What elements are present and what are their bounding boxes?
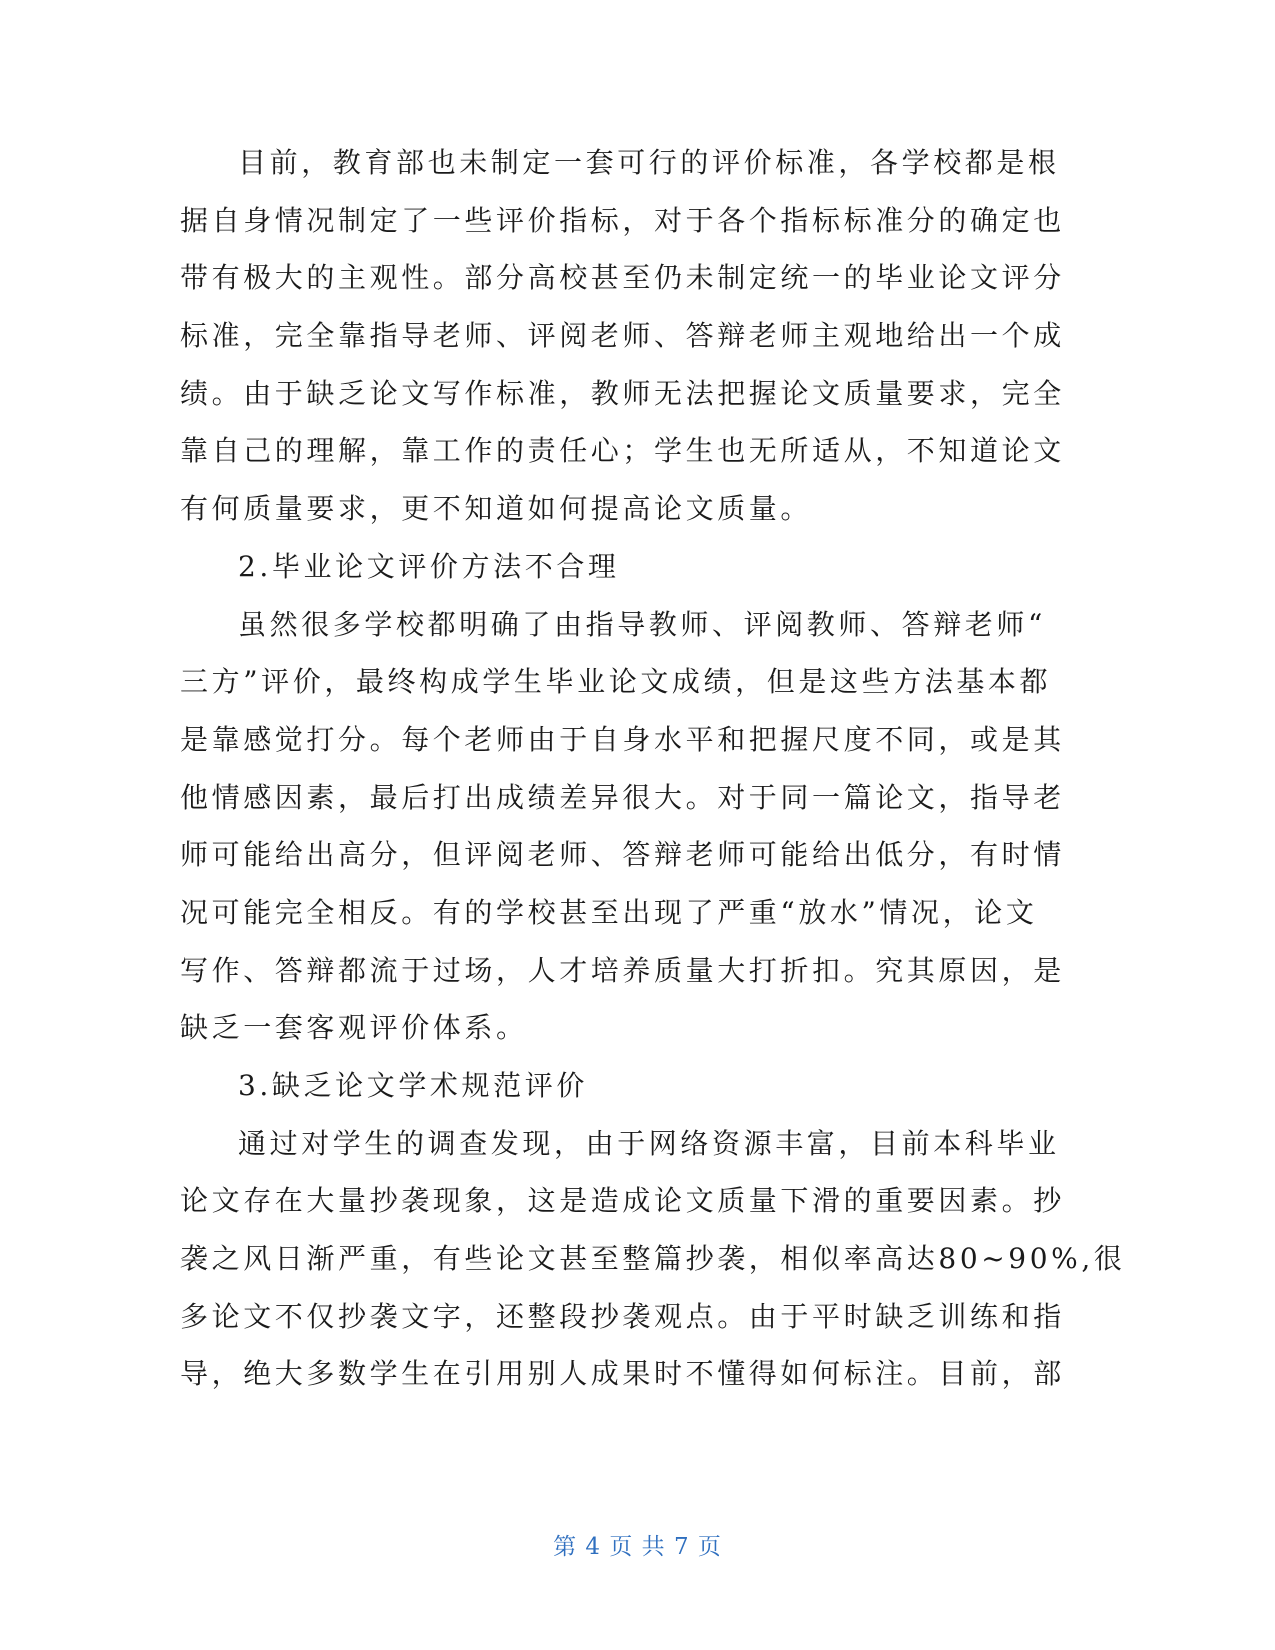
section-heading: 3.缺乏论文学术规范评价	[238, 1069, 588, 1102]
text-line: 他情感因素，最后打出成绩差异很大。对于同一篇论文，指导老	[180, 780, 1065, 814]
document-body	[180, 134, 1126, 1403]
text-line: 是靠感觉打分。每个老师由于自身水平和把握尺度不同，或是其	[180, 722, 1065, 756]
text-line: 袭之风日渐严重，有些论文甚至整篇抄袭，相似率高达80~90%,很	[180, 1242, 1126, 1276]
text-line: 缺乏一套客观评价体系。	[180, 1011, 528, 1045]
text-line: 论文存在大量抄袭现象，这是造成论文质量下滑的重要因素。抄	[180, 1184, 1065, 1218]
text-line: 目前，教育部也未制定一套可行的评价标准，各学校都是根	[238, 146, 1060, 179]
text-line: 据自身情况制定了一些评价指标，对于各个指标标准分的确定也	[180, 203, 1065, 237]
text-line: 多论文不仅抄袭文字，还整段抄袭观点。由于平时缺乏训练和指	[180, 1299, 1065, 1333]
text-line: 虽然很多学校都明确了由指导教师、评阅教师、答辩老师“	[238, 607, 1046, 641]
text-line: 绩。由于缺乏论文写作标准，教师无法把握论文质量要求，完全	[180, 376, 1065, 410]
text-line: 写作、答辩都流于过场，人才培养质量大打折扣。究其原因，是	[180, 953, 1065, 987]
text-line: 靠自己的理解，靠工作的责任心；学生也无所适从，不知道论文	[180, 434, 1065, 468]
text-line: 带有极大的主观性。部分高校甚至仍未制定统一的毕业论文评分	[180, 261, 1065, 295]
text-line: 师可能给出高分，但评阅老师、答辩老师可能给出低分，有时情	[180, 838, 1065, 872]
section-heading: 2.毕业论文评价方法不合理	[238, 549, 620, 583]
page-footer: 第 4 页 共 7 页	[553, 1534, 722, 1560]
text-line: 导，绝大多数学生在引用别人成果时不懂得如何标注。目前，部	[180, 1357, 1065, 1391]
text-line: 标准，完全靠指导老师、评阅老师、答辩老师主观地给出一个成	[180, 319, 1065, 353]
text-line: 况可能完全相反。有的学校甚至出现了严重“放水”情况，论文	[180, 895, 1038, 929]
text-line: 有何质量要求，更不知道如何提高论文质量。	[180, 492, 813, 526]
text-line: 通过对学生的调查发现，由于网络资源丰富，目前本科毕业	[238, 1126, 1060, 1160]
text-line: 三方”评价，最终构成学生毕业论文成绩，但是这些方法基本都	[180, 665, 1052, 699]
